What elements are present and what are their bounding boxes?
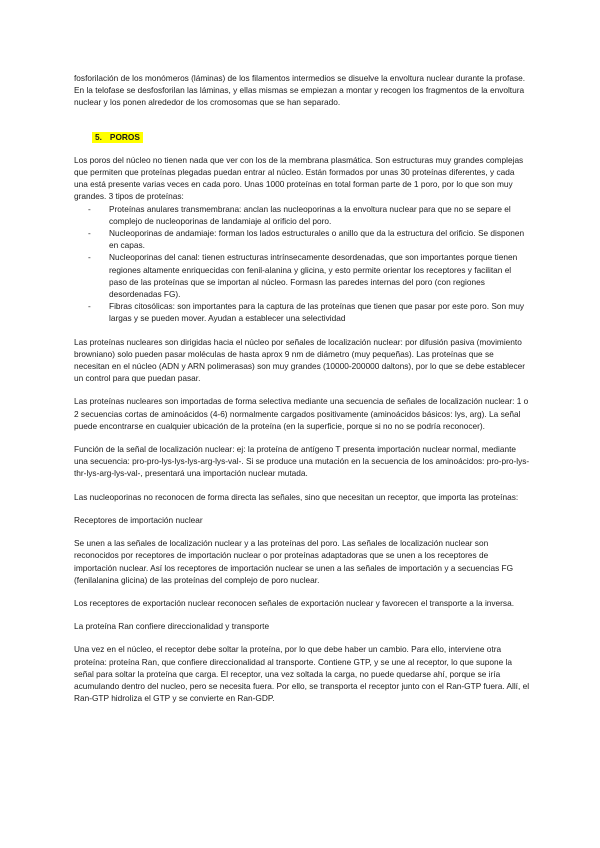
list-item-text: Fibras citosólicas: son importantes para la captura de las proteínas que tienen que pasar por este poro. Son muy largas y se pueden mover. Ayudan a establecer una selectividad: [109, 301, 525, 324]
section-heading: [92, 132, 143, 143]
list-item-text: Nucleoporinas del canal: tienen estructuras intrínsecamente desordenadas, que son importantes porque tienen regiones altamente enriquecidas con fenil-alanina y glicina, y esto permite orientar los receptores y facilitan el paso de las proteínas que se importan al núcleo. Formasn las paredes internas del poro (con regiones desordenadas FG).: [109, 252, 518, 300]
protein-types-list: [74, 203, 530, 325]
intro-paragraph: fosforilación de los monómeros (láminas) de los filamentos intermedios se disuelve la envoltura nuclear durante la profase. En la telofase se desfosforilan las láminas, y ellas mismas se empiezan a montar y recogen los fragmentos de la envoltura nuclear y los ponen alrededor de los cromosomas que se han separado.: [74, 73, 526, 108]
list-item: [74, 203, 530, 227]
nuclear-signals-paragraph: Las proteínas nucleares son dirigidas hacia el núcleo por señales de localización nuclear: por difusión pasiva (movimiento browniano) solo pueden pasar moléculas de hasta aprox 9 nm de diámetro (muy pequeñas). Las proteínas que se necesitan en el núcleo (ADN y ARN polimerasas) son muy grandes (10000-200000 daltons), por lo que se debe establecer un control para que puedan pasar.: [74, 336, 526, 384]
export-receptors-paragraph: Los receptores de exportación nuclear reconocen señales de exportación nuclear y favorecen el transporte a la inversa.: [74, 597, 514, 608]
bullet-dash: -: [88, 301, 91, 312]
bullet-dash: -: [88, 252, 91, 263]
list-item: [74, 227, 530, 251]
list-item-text: Proteínas anulares transmembrana: anclan las nucleoporinas a la envoltura nuclear para que no se separe el complejo de nucleoporinas de landamiaje al orificio del poro.: [109, 203, 511, 226]
receptor-intro-paragraph: Las nucleoporinas no reconocen de forma directa las señales, sino que necesitan un receptor, que importa las proteínas:: [74, 491, 519, 502]
document-page: [74, 72, 530, 704]
import-receptors-paragraph: Se unen a las señales de localización nuclear y a las proteínas del poro. Las señales de localización nuclear son reconocidos por receptores de importación nuclear o por proteínas adaptadoras que se unen a los receptores de importación nuclear. Así los receptores de importación nuclear se unen a las señales de importación y a secuencias FG (fenilalanina glicina) de las proteínas del complejo de poro nuclear.: [74, 538, 514, 585]
section-number: 5.: [95, 131, 102, 142]
list-item: [74, 300, 530, 324]
ran-paragraph: Una vez en el núcleo, el receptor debe soltar la proteína, por lo que debe haber un cambio. Para ello, interviene otra proteína: proteína Ran, que confiere direccionalidad al transporte. Contiene GTP, y se une al receptor, lo que supone la señal para soltar la proteína que carga. El receptor, una vez soltada la carga, no puede quedarse ahí, porque se iría acumulando dentro del nucleo, pero se necesita fuera. Por ello, se transporta el receptor junto con el Ran-GTP fuera. Allí, el Ran-GTP hidroliza el GTP y se convierte en Ran-GDP.: [74, 644, 530, 704]
bullet-dash: -: [88, 203, 91, 214]
list-item: [74, 251, 530, 300]
list-item-text: Nucleoporinas de andamiaje: forman los lados estructurales o anillo que da la estructura del orificio. Se disponen en capas.: [109, 228, 525, 251]
selective-import-paragraph: Las proteínas nucleares son importadas de forma selectiva mediante una secuencia de señales de localización nuclear: 1 o 2 secuencias cortas de aminoácidos (4-6) normalmente cargados positivamente (aminoácidos básicos: lys, arg). La señal puede encontrarse en cualquier ubicación de la proteína (en la superficie, porque si no no se podría reconocer).: [74, 396, 529, 431]
pores-paragraph: Los poros del núcleo no tienen nada que ver con los de la membrana plasmática. Son estructuras muy grandes complejas que permiten que proteínas plegadas puedan entrar al núcleo. Están formados por unas 30 proteínas diferentes, y cada una está presente varias veces en cada poro. Unas 1000 proteínas en total forman parte de 1 poro, por lo que son muy grandes. 3 tipos de proteínas:: [74, 154, 524, 202]
bullet-dash: -: [88, 228, 91, 239]
subheading-import-receptors: Receptores de importación nuclear: [74, 514, 203, 525]
section-title: POROS: [109, 131, 140, 142]
subheading-ran-protein: La proteína Ran confiere direccionalidad y transporte: [74, 621, 270, 632]
signal-function-paragraph: Función de la señal de localización nuclear: ej: la proteína de antígeno T presenta importación nuclear normal, mediante una secuencia: pro-pro-lys-lys-lys-arg-lys-val-. Si se produce una mutación en la secuencia de los aminoácidos: pro-pro-lys-thr-lys-arg-lys-val-, presentará una importación nuclear mutada.: [74, 444, 530, 479]
